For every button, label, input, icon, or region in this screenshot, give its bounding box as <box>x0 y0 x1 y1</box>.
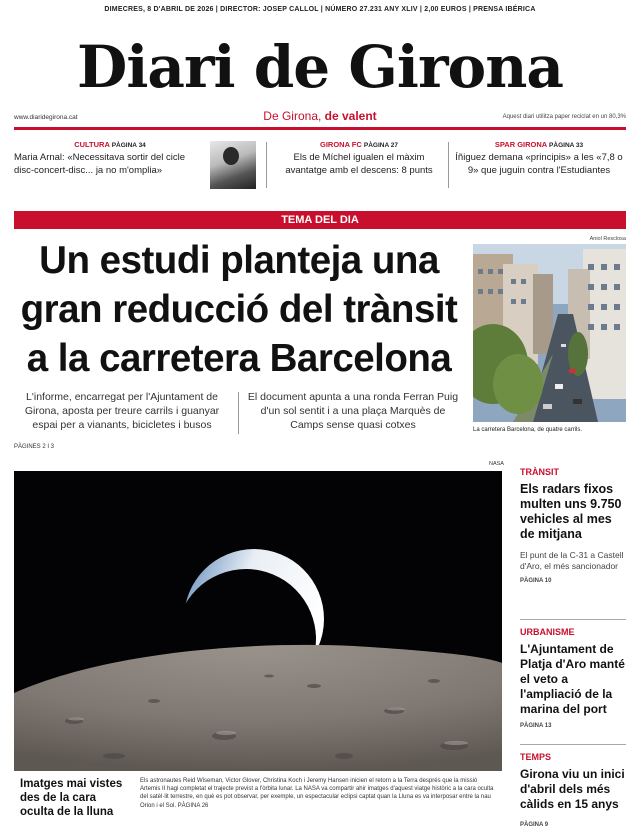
teaser-page: PÀGINA 34 <box>111 142 146 149</box>
teaser-spar-girona[interactable] <box>452 140 626 192</box>
street-photo-illustration <box>473 244 626 422</box>
header-divider <box>14 127 626 130</box>
teaser-section-name: GIRONA FC <box>320 140 362 149</box>
teaser-section <box>452 140 626 149</box>
moon-photo-title[interactable]: Imatges mai vistes des de la cara oculta de la lluna <box>20 778 123 818</box>
sidebar-item-transit[interactable] <box>520 467 626 584</box>
photo-credit: Aniol Resclosa <box>589 236 626 242</box>
tagline-part-a: De Girona, <box>263 109 325 123</box>
teaser-text: Íñiguez demana «principis» a les «7,8 o 9» que juguin contra l'Estudiantes <box>455 152 623 176</box>
teaser-culture[interactable] <box>14 140 206 192</box>
sidebar-section: TEMPS <box>520 752 552 762</box>
edition-info-line: DIMECRES, 8 D'ABRIL DE 2026 | DIRECTOR: JOSEP CALLOL | NÚMERO 27.231 ANY XLIV | 2,00 EUROS | PRENSA IBÉRICA <box>104 6 536 13</box>
main-story-pages[interactable]: PÀGINES 2 I 3 <box>14 444 55 450</box>
teaser-divider <box>448 142 449 188</box>
teaser-section <box>14 140 206 149</box>
main-headline[interactable]: Un estudi planteja una gran reducció del trànsit a la carretera Barcelona <box>20 239 458 380</box>
teaser-text: Els de Míchel igualen el màxim avantatge amb el descens: 8 punts <box>285 152 433 176</box>
teaser-section <box>274 140 444 149</box>
teaser-culture-photo <box>210 141 256 189</box>
website-url[interactable]: www.diaridegirona.cat <box>14 114 78 121</box>
sidebar-page: PÀGINA 13 <box>520 723 552 729</box>
sidebar-headline: Els radars fixos multen uns 9.750 vehicles al mes de mitjana <box>520 482 622 541</box>
teaser-section-name: SPAR GIRONA <box>494 140 547 149</box>
subheadline-divider <box>238 392 239 434</box>
sidebar-divider <box>520 619 626 620</box>
teaser-page: PÀGINA 27 <box>363 142 398 149</box>
tagline-part-b: de valent <box>324 109 377 123</box>
recycled-paper-note: Aquest diari utilitza paper reciclat en un 80,3% <box>502 114 626 120</box>
subheadline-right: El document apunta a una ronda Ferran Puig d'un sol sentit i a una plaça Marquès de Camps sense quasi cotxes <box>247 391 459 431</box>
sidebar-divider <box>520 744 626 745</box>
sidebar-page: PÀGINA 10 <box>520 578 552 584</box>
teaser-page: PÀGINA 33 <box>549 142 584 149</box>
sidebar-section: TRÀNSIT <box>520 467 559 477</box>
sidebar-headline: Girona viu un inici d'abril dels més càlids en 15 anys <box>520 767 625 811</box>
teaser-section-name: CULTURA <box>74 140 110 149</box>
newspaper-masthead: Diari de Girona <box>77 33 563 101</box>
subheadline-left: L'informe, encarregat per l'Ajuntament de Girona, aposta per treure carrils i guanyar espai per a vianants, bicicletes i busos <box>24 391 220 431</box>
teaser-text: Maria Arnal: «Necessitava sortir del cicle disc-concert-disc... ja no m'omplia» <box>14 152 186 176</box>
sidebar-page: PÀGINA 9 <box>520 822 549 828</box>
photo-caption: La carretera Barcelona, de quatre carrils. <box>473 427 583 433</box>
sidebar-section: URBANISME <box>520 627 575 637</box>
teaser-girona-fc[interactable] <box>274 140 444 192</box>
moon-photo <box>14 471 502 771</box>
sidebar-summary: El punt de la C-31 a Castell d'Aro, el més sancionador <box>520 550 624 571</box>
moon-photo-credit: NASA <box>489 461 504 467</box>
section-banner-tema-del-dia: TEMA DEL DIA <box>14 211 626 229</box>
moon-photo-caption: Els astronautes Reid Wiseman, Victor Glover, Christina Koch i Jeremy Hansen inicien el retorn a la Terra després que la missió Artemis II hagi completat el trajecte previst a l'òrbita lunar. La NASA va compartir ahir imatges d'aquest viatge històric a la cara oculta del satèl·lit terrestre, en què es pot observar, per exemple, un espectacular eclipsi captat quan la Lluna es va interposar entre la nau Orion i el Sol. PÀGINA 26 <box>140 778 494 809</box>
teaser-divider <box>266 142 267 188</box>
moon-earthrise-illustration <box>14 471 502 771</box>
sidebar-item-urbanisme[interactable] <box>520 627 626 729</box>
sidebar-headline: L'Ajuntament de Platja d'Aro manté el veto a l'ampliació de la marina del port <box>520 642 625 716</box>
sidebar-item-temps[interactable] <box>520 752 626 828</box>
street-photo <box>473 244 626 422</box>
